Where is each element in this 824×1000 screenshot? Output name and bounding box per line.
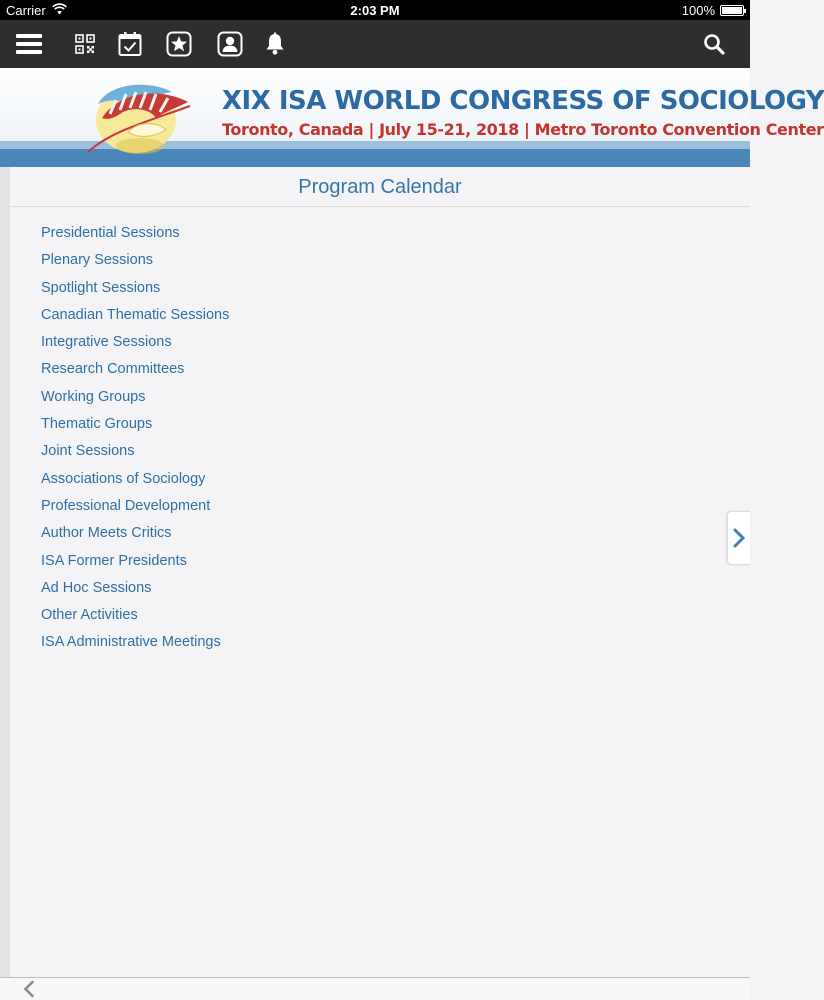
qr-code-icon (75, 34, 95, 54)
schedule-button[interactable] (115, 20, 145, 68)
session-category-link[interactable]: Ad Hoc Sessions (41, 579, 152, 596)
session-category-link[interactable]: Author Meets Critics (41, 525, 172, 542)
profile-icon (217, 31, 243, 57)
session-category-link[interactable]: Professional Development (41, 497, 211, 514)
status-right (682, 3, 744, 18)
back-button[interactable] (18, 979, 40, 999)
star-icon (166, 31, 192, 57)
session-category-link[interactable]: Thematic Groups (41, 416, 153, 433)
bell-icon (264, 32, 286, 56)
main-content (10, 167, 750, 977)
chevron-right-icon (732, 528, 746, 548)
status-time: 2:03 PM (350, 3, 400, 18)
notifications-button[interactable] (262, 20, 288, 68)
battery-fill (722, 7, 742, 14)
top-toolbar (0, 20, 750, 68)
session-category-link[interactable]: Working Groups (41, 388, 146, 405)
battery-icon (720, 5, 744, 16)
congress-logo (80, 74, 210, 164)
session-category-list (41, 223, 229, 660)
qr-code-button[interactable] (72, 20, 98, 68)
carrier-label: Carrier (6, 3, 46, 18)
session-category-link[interactable]: Integrative Sessions (41, 334, 172, 351)
expand-panel-button[interactable] (727, 511, 750, 565)
session-category-link[interactable]: ISA Former Presidents (41, 552, 187, 569)
session-category-link[interactable]: Canadian Thematic Sessions (41, 306, 230, 323)
session-category-link[interactable]: Other Activities (41, 607, 138, 624)
left-rail (0, 167, 10, 977)
battery-percent: 100% (681, 3, 715, 18)
congress-banner (0, 68, 824, 167)
session-category-link[interactable]: Plenary Sessions (41, 252, 154, 269)
session-category-link[interactable]: ISA Administrative Meetings (41, 634, 221, 651)
search-icon (703, 33, 725, 55)
menu-icon (15, 32, 43, 56)
status-bar (0, 0, 750, 20)
session-category-link[interactable]: Spotlight Sessions (41, 279, 161, 296)
banner-title: XIX ISA WORLD CONGRESS OF SOCIOLOGY (222, 86, 824, 116)
banner-subtitle: Toronto, Canada | July 15-21, 2018 | Metro Toronto Convention Center (222, 120, 824, 139)
session-category-link[interactable]: Presidential Sessions (41, 225, 180, 241)
session-category-link[interactable]: Associations of Sociology (41, 470, 206, 487)
favorites-button[interactable] (164, 20, 194, 68)
calendar-check-icon (118, 31, 142, 57)
session-category-link[interactable]: Research Committees (41, 361, 185, 378)
page-title: Program Calendar (10, 167, 750, 207)
profile-button[interactable] (215, 20, 245, 68)
bottom-bar (0, 977, 750, 1000)
session-category-link[interactable]: Joint Sessions (41, 443, 135, 460)
search-button[interactable] (700, 20, 728, 68)
menu-button[interactable] (12, 20, 46, 68)
chevron-left-icon (23, 980, 35, 998)
